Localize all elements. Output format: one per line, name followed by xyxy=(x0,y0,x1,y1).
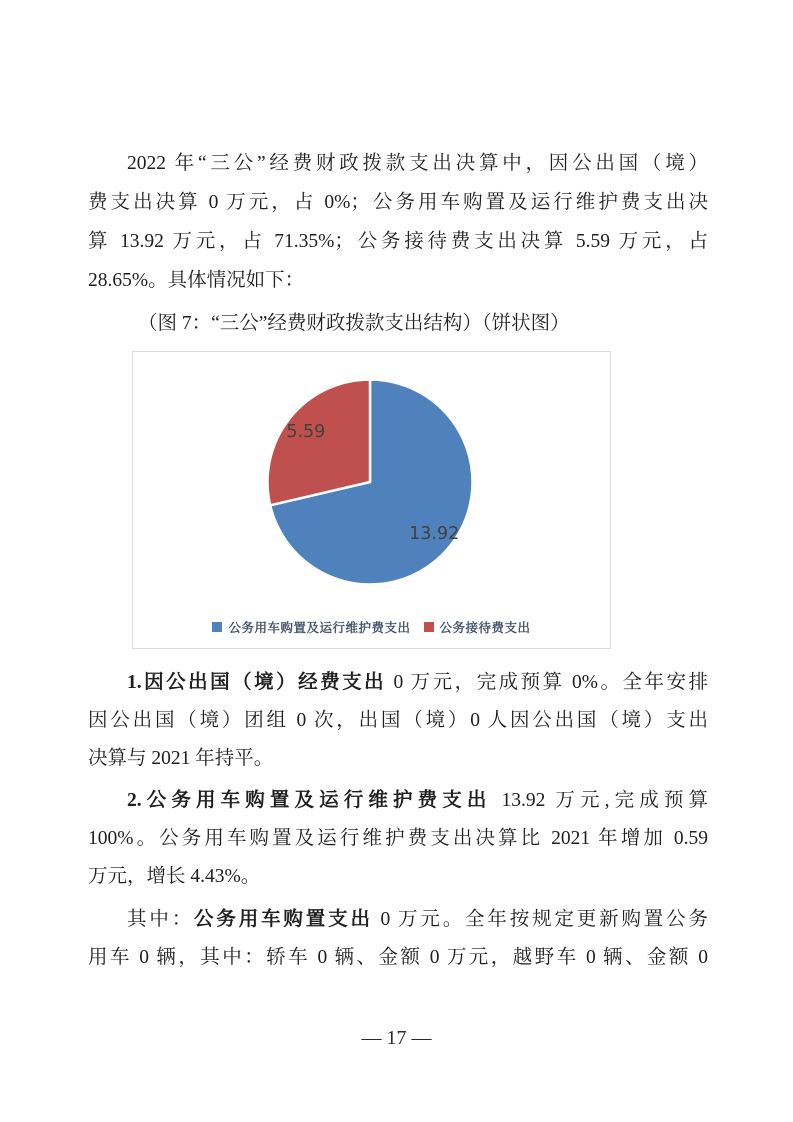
text-segment: 13.92 万元,完成预算 xyxy=(491,790,708,811)
text-segment: 0 万元。全年按规定更新购置公务 xyxy=(372,909,708,930)
text-segment: 用车 0 辆，其中：轿车 0 辆、金额 0 万元，越野车 0 辆、金额 0 xyxy=(88,947,708,968)
page-number: — 17 — xyxy=(361,1027,432,1049)
text-line xyxy=(88,144,708,183)
text-segment: 费支出决算 0 万元，占 0%；公务用车购置及运行维护费支出决 xyxy=(88,192,708,213)
pie-slice xyxy=(268,380,370,506)
pie-chart-figure xyxy=(132,351,611,649)
text-line xyxy=(88,740,708,778)
text-line xyxy=(88,222,708,261)
legend-label: 公务接待费支出 xyxy=(439,621,531,635)
paragraph-intro xyxy=(88,144,708,300)
paragraph-vehicle-purchase xyxy=(88,901,708,977)
pie-chart xyxy=(133,352,609,647)
chart-legend xyxy=(133,619,610,635)
text-line xyxy=(88,782,708,820)
text-segment: 其中： xyxy=(127,909,195,930)
text-segment: 万元，增长 4.43%。 xyxy=(88,866,261,887)
text-line xyxy=(88,901,708,939)
text-line xyxy=(88,820,708,858)
pie-slice-label: 13.92 xyxy=(409,524,460,544)
text-segment: 决算与 2021 年持平。 xyxy=(88,748,274,769)
text-segment: 0 万元，完成预算 0%。全年安排 xyxy=(386,672,708,693)
paragraph-abroad-expense xyxy=(88,664,708,778)
text-segment: 2022 年“三公”经费财政拨款支出决算中，因公出国（境） xyxy=(127,153,708,174)
text-line xyxy=(88,702,708,740)
legend-label: 公务用车购置及运行维护费支出 xyxy=(228,621,411,635)
paragraph-vehicle-expense xyxy=(88,782,708,896)
text-line xyxy=(88,858,708,896)
figure-caption: （图 7：“三公”经费财政拨款支出结构）（饼状图） xyxy=(138,313,570,334)
text-segment: 算 13.92 万元，占 71.35%；公务接待费支出决算 5.59 万元，占 xyxy=(88,231,708,252)
text-segment: 2.公务用车购置及运行维护费支出 xyxy=(127,790,492,811)
text-line xyxy=(88,664,708,702)
text-segment: 公务用车购置支出 xyxy=(194,909,373,930)
legend-swatch-icon xyxy=(212,622,222,632)
text-line xyxy=(88,183,708,222)
legend-item xyxy=(424,618,531,636)
text-segment: 1.因公出国（境）经费支出 xyxy=(127,672,387,693)
text-line xyxy=(88,261,708,300)
text-line xyxy=(88,939,708,977)
legend-swatch-icon xyxy=(424,622,434,632)
legend-item xyxy=(212,618,410,636)
text-segment: 28.65%。具体情况如下： xyxy=(88,270,305,291)
text-segment: 因公出国（境）团组 0 次，出国（境）0 人因公出国（境）支出 xyxy=(88,710,708,731)
text-segment: 100%。公务用车购置及运行维护费支出决算比 2021 年增加 0.59 xyxy=(88,828,708,849)
pie-slice-label: 5.59 xyxy=(286,422,326,442)
